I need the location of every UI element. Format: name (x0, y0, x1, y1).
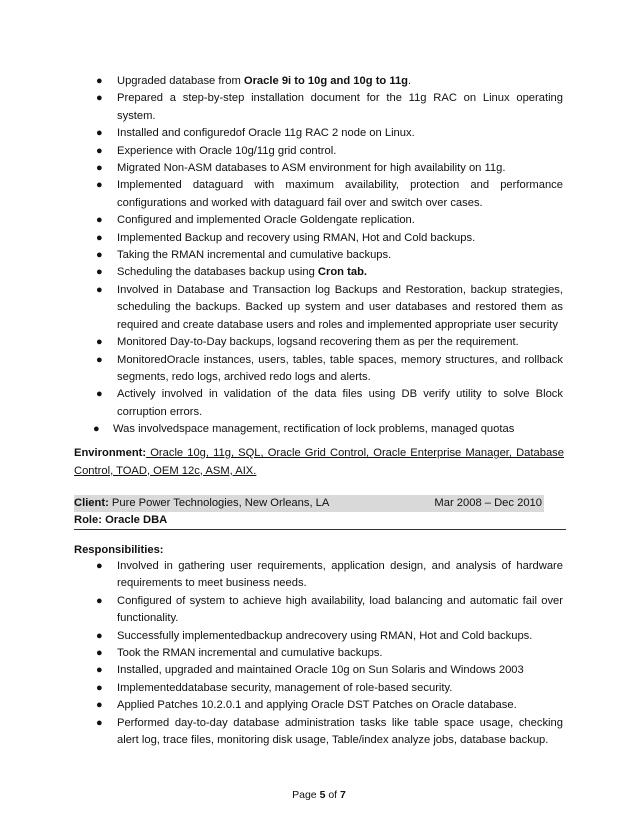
client-info (74, 495, 329, 512)
list-item (77, 352, 563, 387)
bullet-icon: ● (96, 162, 103, 175)
current-page-number: 5 (319, 789, 326, 801)
environment-text: Oracle 10g, 11g, SQL, Oracle Grid Control, Oracle Enterprise Manager, Database Control, TOAD, OEM 12c, ASM, AIX. (74, 447, 564, 477)
list-item (77, 593, 563, 628)
item-bold-text: Oracle 9i to 10g and 10g to 11g (243, 75, 409, 87)
environment-line (74, 445, 564, 480)
bullet-icon: ● (96, 388, 103, 401)
footer-prefix: Page (292, 789, 320, 801)
bullet-icon: ● (96, 664, 103, 677)
duties-list-previous-role (77, 73, 563, 439)
bullet-icon: ● (96, 681, 103, 694)
bullet-icon: ● (96, 716, 103, 729)
bullet-icon: ● (96, 699, 103, 712)
bullet-icon: ● (93, 423, 100, 436)
list-item (77, 264, 563, 281)
bullet-icon: ● (96, 594, 103, 607)
employment-dates: Mar 2008 – Dec 2010 (434, 497, 542, 509)
item-bold-text: Cron tab. (317, 266, 368, 279)
item-text: MonitoredOracle instances, users, tables, table spaces, memory structures, and rollback segments, redo logs, archived redo logs and alerts. (117, 353, 563, 383)
item-text: Installed, upgraded and maintained Oracle 10g on Sun Solaris and Windows 2003 (117, 664, 524, 677)
item-text: Actively involved in validation of the data files using DB verify utility to solve Block corruption errors. (117, 388, 563, 418)
list-item (77, 160, 563, 177)
item-text: Applied Patches 10.2.0.1 and applying Oracle DST Patches on Oracle database. (117, 699, 517, 712)
section-divider (74, 529, 566, 530)
list-item (77, 558, 563, 593)
item-text: Involved in gathering user requirements, application design, and analysis of hardware requirements to meet business needs. (117, 560, 563, 590)
item-text: Configured and implemented Oracle Goldengate replication. (117, 214, 415, 227)
list-item (77, 125, 563, 142)
page-footer (0, 789, 638, 801)
item-text: Took the RMAN incremental and cumulative backups. (117, 647, 383, 660)
bullet-icon: ● (96, 127, 103, 140)
item-text: Involved in Database and Transaction log Backups and Restoration, backup strategies, scheduling the backups. Backed up system and user databases and restored them as required and create database users and roles and implemented appropriate user security (117, 283, 563, 331)
bullet-icon: ● (96, 629, 103, 642)
item-text: Performed day-to-day database administration tasks like table space usage, checking alert log, trace files, monitoring disk usage, Table/index analyze jobs, database backup. (117, 716, 563, 747)
list-item (77, 282, 563, 334)
bullet-icon: ● (96, 283, 103, 296)
list-item (77, 90, 563, 125)
item-text: Experience with Oracle 10g/11g grid control. (117, 144, 337, 157)
environment-label: Environment: (74, 447, 147, 459)
item-text: Implemented Backup and recovery using RMAN, Hot and Cold backups. (117, 231, 476, 244)
item-text: Migrated Non-ASM databases to ASM environment for high availability on 11g. (117, 162, 506, 175)
item-text: Installed and configuredof Oracle 11g RAC 2 node on Linux. (117, 127, 415, 140)
list-item (77, 177, 563, 212)
responsibilities-list (77, 558, 563, 749)
item-text: Prepared a step-by-step installation document for the 11g RAC on Linux operating system. (117, 92, 563, 122)
bullet-icon: ● (96, 647, 103, 660)
list-item (77, 628, 563, 645)
list-item (77, 662, 563, 679)
item-text: Upgraded database from (117, 75, 244, 87)
bullet-icon: ● (96, 560, 103, 572)
list-item (77, 247, 563, 264)
list-item (77, 230, 563, 247)
bullet-icon: ● (96, 75, 103, 87)
list-item (77, 645, 563, 662)
list-item (77, 421, 563, 438)
item-text-end: . (408, 75, 412, 87)
bullet-icon: ● (96, 266, 103, 279)
bullet-icon: ● (96, 336, 103, 349)
bullet-icon: ● (96, 214, 103, 227)
list-item (77, 697, 563, 714)
responsibilities-heading: Responsibilities: (74, 544, 164, 556)
bullet-icon: ● (96, 353, 103, 366)
item-text: Configured of system to achieve high availability, load balancing and automatic fail over functionality. (117, 594, 563, 625)
item-text: Implemented dataguard with maximum availability, protection and performance configurations and worked with dataguard fail over and switch over cases. (117, 179, 563, 209)
item-text: Scheduling the databases backup using (117, 266, 318, 279)
list-item (77, 73, 563, 90)
item-text: Successfully implementedbackup andrecovery using RMAN, Hot and Cold backups. (117, 629, 533, 642)
list-item (77, 212, 563, 229)
bullet-icon: ● (96, 144, 103, 157)
list-item (77, 715, 563, 750)
item-text: Was involvedspace management, rectification of lock problems, managed quotas (113, 423, 515, 436)
footer-middle: of (325, 789, 341, 801)
client-header-bar (74, 495, 544, 512)
item-text: Implementeddatabase security, management of role-based security. (117, 681, 453, 694)
list-item (77, 680, 563, 697)
bullet-icon: ● (96, 231, 103, 244)
list-item (77, 334, 563, 351)
bullet-icon: ● (96, 249, 103, 262)
list-item (77, 386, 563, 421)
client-label: Client: (74, 497, 109, 509)
total-page-count: 7 (340, 789, 346, 801)
item-text: Monitored Day-to-Day backups, logsand recovering them as per the requirement. (117, 336, 519, 349)
item-text: Taking the RMAN incremental and cumulative backups. (117, 249, 392, 262)
client-name: Pure Power Technologies, New Orleans, LA (108, 497, 330, 509)
bullet-icon: ● (96, 92, 103, 105)
bullet-icon: ● (96, 179, 103, 192)
list-item (77, 143, 563, 160)
role-title: Role: Oracle DBA (74, 514, 168, 526)
